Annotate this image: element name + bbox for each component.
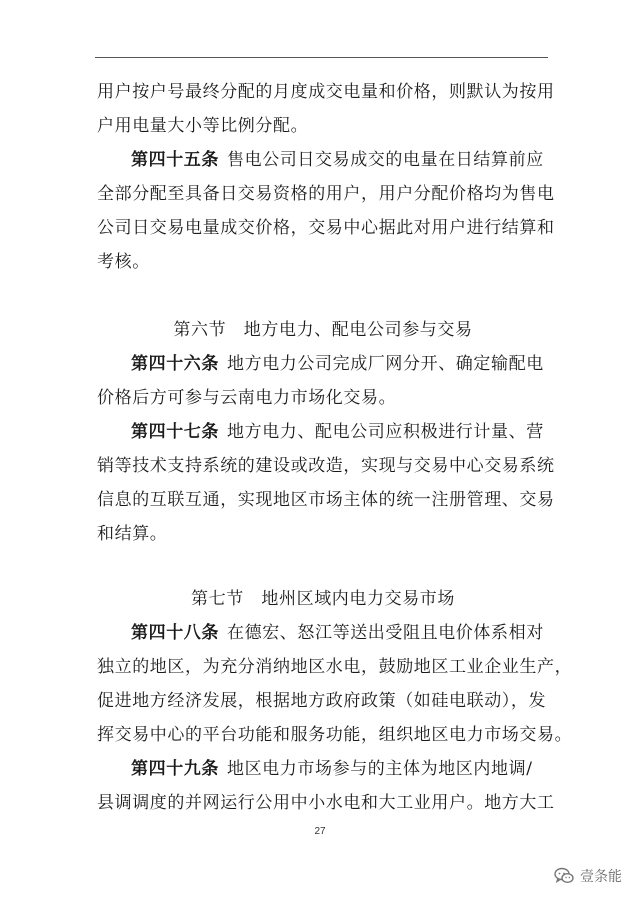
page-number: 27 bbox=[314, 826, 326, 837]
text-line: 销等技术支持系统的建设或改造，实现与交易中心交易系统 bbox=[97, 456, 555, 476]
wechat-icon bbox=[554, 867, 574, 885]
section-heading-7: 第七节 地州区域内电力交易市场 bbox=[191, 589, 455, 609]
article-first-line bbox=[97, 415, 549, 449]
text-segment: 地方电力公司完成厂网分开、确定输配电 bbox=[227, 354, 544, 374]
text-line: 户用电量大小等比例分配。 bbox=[97, 116, 309, 136]
article-first-line bbox=[97, 752, 549, 786]
article-first-line bbox=[97, 616, 549, 650]
article-first-line bbox=[97, 347, 549, 381]
section-heading-6: 第六节 地方电力、配电公司参与交易 bbox=[173, 320, 473, 340]
article-number: 第四十五条 bbox=[131, 150, 219, 170]
article-46 bbox=[97, 347, 549, 415]
watermark bbox=[554, 866, 622, 886]
text-line: 独立的地区，为充分消纳地区水电，鼓励地区工业企业生产， bbox=[97, 657, 573, 677]
paragraph-continuation bbox=[97, 75, 555, 143]
text-segment: 在德宏、怒江等送出受阻且电价体系相对 bbox=[227, 623, 544, 643]
text-line: 价格后方可参与云南电力市场化交易。 bbox=[97, 388, 397, 408]
text-line: 县调调度的并网运行公用中小水电和大工业用户。地方大工 bbox=[97, 793, 555, 813]
article-number: 第四十七条 bbox=[131, 422, 219, 442]
text-line: 信息的互联互通，实现地区市场主体的统一注册管理、交易 bbox=[97, 490, 555, 510]
article-number: 第四十六条 bbox=[131, 354, 219, 374]
header-rule bbox=[95, 57, 548, 58]
text-line: 促进地方经济发展，根据地方政府政策（如硅电联动），发 bbox=[97, 691, 547, 711]
text-segment: 地方电力、配电公司应积极进行计量、营 bbox=[227, 422, 544, 442]
article-48 bbox=[97, 616, 573, 752]
text-segment: 地区电力市场参与的主体为地区内地调/ bbox=[227, 759, 533, 779]
article-number: 第四十八条 bbox=[131, 623, 219, 643]
text-line: 用户按户号最终分配的月度成交电量和价格，则默认为按用 bbox=[97, 82, 555, 102]
article-first-line bbox=[97, 143, 549, 177]
text-line: 和结算。 bbox=[97, 524, 168, 544]
article-49 bbox=[97, 752, 555, 820]
text-line: 考核。 bbox=[97, 252, 150, 272]
article-45 bbox=[97, 143, 555, 279]
text-segment: 售电公司日交易成交的电量在日结算前应 bbox=[227, 150, 544, 170]
text-line: 公司日交易电量成交价格，交易中心据此对用户进行结算和 bbox=[97, 218, 555, 238]
article-47 bbox=[97, 415, 555, 551]
watermark-text: 壹条能 bbox=[580, 869, 622, 885]
article-number: 第四十九条 bbox=[131, 759, 219, 779]
text-line: 挥交易中心的平台功能和服务功能，组织地区电力市场交易。 bbox=[97, 725, 573, 745]
text-line: 全部分配至具备日交易资格的用户，用户分配价格均为售电 bbox=[97, 184, 555, 204]
